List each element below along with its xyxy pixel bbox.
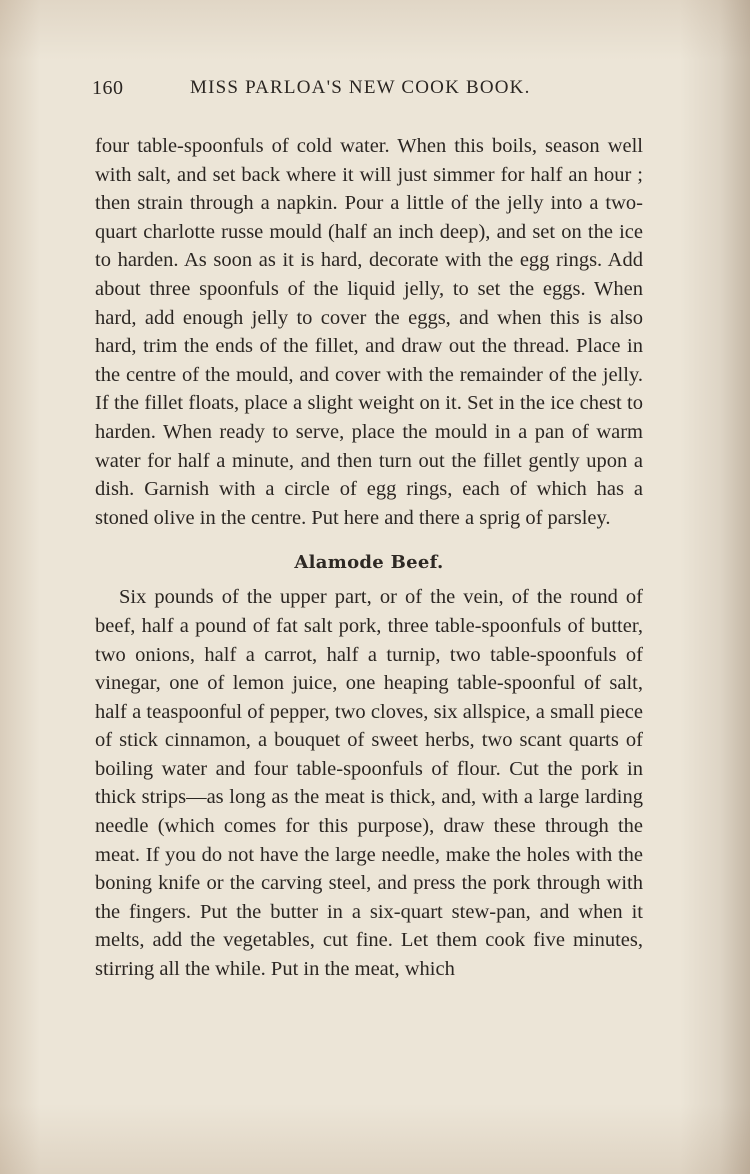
continued-paragraph: four table-spoonfuls of cold water. When this boils, season well with salt, and set back where it will just simmer for half an hour ; then strain through a napkin. Pour a little of the jelly into a two-quart charlotte russe mould (half an inch deep), and set on the ice to harden. As soon as it is hard, decorate with the egg rings. Add about three spoonfuls of the liquid jelly, to set the eggs. When hard, add enough jelly to cover the eggs, and when this is also hard, trim the ends of the fillet, and draw out the thread. Place in the centre of the mould, and cover with the remainder of the jelly. If the fillet floats, place a slight weight on it. Set in the ice chest to harden. When ready to serve, place the mould in a pan of warm water for half a minute, and then turn out the fillet gently upon a dish. Garnish with a circle of egg rings, each of which has a stoned olive in the centre. Put here and there a sprig of parsley.	[95, 135, 643, 529]
page-header	[92, 77, 640, 107]
page-number: 160	[92, 77, 124, 99]
page-body	[95, 132, 643, 984]
section-title: Alamode Beef.	[294, 552, 444, 574]
running-title: MISS PARLOA'S NEW COOK BOOK.	[190, 77, 531, 98]
section-paragraph: Six pounds of the upper part, or of the vein, of the round of beef, half a pound of fat salt pork, three table-spoonfuls of butter, two onions, half a carrot, half a turnip, two table-spoonfuls of vinegar, one of lemon juice, one heaping table-spoonful of salt, half a teaspoonful of pepper, two cloves, six allspice, a small piece of stick cinnamon, a bouquet of sweet herbs, two scant quarts of boiling water and four table-spoonfuls of flour. Cut the pork in thick strips—as long as the meat is thick, and, with a large larding needle (which comes for this purpose), draw these through the meat. If you do not have the large needle, make the holes with the boning knife or the carving steel, and press the pork through with the fingers. Put the butter in a six-quart stew-pan, and when it melts, add the vegetables, cut fine. Let them cook five minutes, stirring all the while. Put in the meat, which	[95, 586, 643, 981]
